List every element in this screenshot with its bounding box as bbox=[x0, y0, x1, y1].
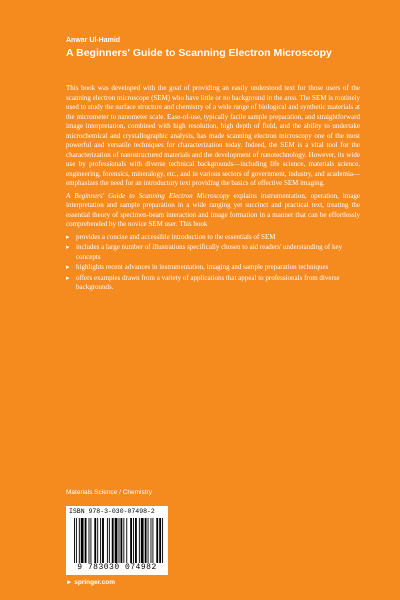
barcode-bar bbox=[133, 518, 134, 563]
barcode-bar bbox=[115, 518, 118, 563]
barcode-bar bbox=[151, 518, 152, 563]
subject-category: Materials Science / Chemistry bbox=[66, 489, 152, 496]
barcode-bar bbox=[89, 518, 90, 563]
list-item: ▸ highlights recent advances in instrumentation, imaging and sample preparation techniques bbox=[66, 263, 329, 271]
barcode-bar bbox=[126, 518, 127, 563]
barcode-bar bbox=[74, 518, 75, 563]
bullet-icon: ▸ bbox=[66, 243, 70, 251]
bullet-icon: ▸ bbox=[66, 232, 70, 241]
bullet-icon: ▸ bbox=[66, 263, 70, 271]
bullet-icon: ▸ bbox=[66, 273, 70, 282]
barcode-bar bbox=[85, 518, 87, 563]
barcode-bar bbox=[107, 518, 108, 563]
list-item: ▸ includes a large number of illustrations specifically chosen to aid readers' understanding of key concepts bbox=[66, 243, 343, 261]
barcode-bar bbox=[120, 518, 122, 563]
barcode-bar bbox=[112, 518, 114, 563]
barcode-bar bbox=[123, 518, 124, 563]
barcode-bar bbox=[102, 518, 104, 563]
feature-list bbox=[66, 233, 360, 293]
barcode-bar bbox=[81, 518, 84, 563]
list-item: ▸ provides a concise and accessible introduction to the essentials of SEM bbox=[66, 232, 276, 241]
blurb-paragraph-2-title: A Beginners' Guide to Scanning Electron Microscopy bbox=[66, 191, 230, 200]
barcode-bar bbox=[162, 518, 163, 563]
isbn-label: ISBN 978-3-030-07498-2 bbox=[69, 508, 155, 515]
barcode-bar bbox=[109, 518, 110, 563]
barcode-bar bbox=[139, 518, 140, 563]
barcode-bar bbox=[76, 518, 77, 563]
barcode-bar bbox=[119, 518, 120, 563]
barcode-bar bbox=[100, 518, 101, 563]
barcode-bar bbox=[148, 518, 149, 563]
barcode-bar bbox=[97, 518, 98, 563]
barcode-bar bbox=[135, 518, 137, 563]
barcode-icon bbox=[74, 518, 166, 563]
blurb bbox=[66, 84, 360, 294]
blurb-paragraph-1: This book was developed with the goal of providing an easily understood text for those users of the scanning electron microscope (SEM) who have little or no background in the area. The SEM is routinely used to study the surface structure and chemistry of a wide range of biological and synthetic materials at the micrometer to nanometer scale. Ease-of-use, typically facile sample preparation, and straightforward image interpretation, combined with high resolution, high depth of field, and the ability to undertake microchemical and crystallographic analysis, has made scanning electron microscopy one of the most powerful and versatile techniques for characterization today. Indeed, the SEM is a vital tool for the characterization of nanostructured materials and the development of nanotechnology. However, its wide use by professionals with diverse technical backgrounds—including life science, materials science, engineering, forensics, mineralogy, etc., and in various sectors of government, industry, and academia—emphasizes the need for an introductory text providing the basics of effective SEM imaging. bbox=[66, 84, 360, 187]
barcode-bar bbox=[145, 518, 147, 563]
barcode-bar bbox=[79, 518, 80, 563]
barcode-bar bbox=[90, 518, 91, 563]
author-name: Anwar Ul-Hamid bbox=[66, 37, 121, 44]
list-item: ▸ offers examples drawn from a variety of applications that appeal to professionals from diverse backgrounds. bbox=[66, 273, 340, 291]
barcode-bar bbox=[94, 518, 96, 563]
barcode-bar bbox=[159, 518, 161, 563]
blurb-paragraph-2 bbox=[66, 192, 360, 230]
book-title: A Beginners' Guide to Scanning Electron Microscopy bbox=[66, 47, 332, 59]
barcode-bar bbox=[152, 518, 153, 563]
blurb-paragraph-2-text: explains instrumentation, operation, image interpretation and sample preparation in a wide ranging yet succinct and practical text, treating the essential theory of specimen-beam interaction and image formation in a manner that can be effortlessly comprehended by the novice SEM user. This book bbox=[66, 191, 360, 228]
barcode-box bbox=[66, 506, 168, 575]
barcode-number: 9 783030 074982 bbox=[77, 563, 157, 572]
barcode-bar bbox=[130, 518, 132, 563]
barcode-bar bbox=[141, 518, 144, 563]
publisher-website: ► springer.com bbox=[66, 579, 116, 586]
barcode-bar bbox=[156, 518, 158, 563]
